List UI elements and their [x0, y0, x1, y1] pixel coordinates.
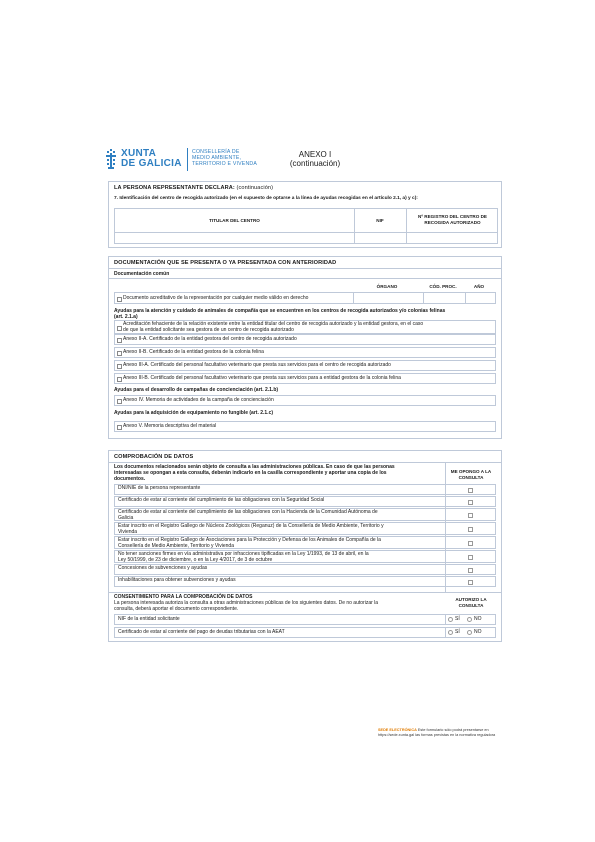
item-7-text: 7. Identificación del centro de recogida autorizado (en el supuesto de optarse a la línea de ayudas recogidas en el artículo 2.1, a) y c): [114, 196, 418, 201]
doc-row-acreditacion[interactable]: Acreditación fehaciente de la relación existente entre la entidad titular del centro de recogida autorizado y la entidad gestora, en el caso de que la entidad solicitante sea gestora de un centro de recogida autorizado [114, 320, 496, 334]
nif-si-radio[interactable] [448, 617, 453, 622]
galicia-emblem-icon [104, 148, 118, 170]
oppose-checkbox[interactable] [468, 513, 473, 518]
oppose-checkbox[interactable] [468, 488, 473, 493]
annex-subtitle: (continuación) [289, 159, 341, 168]
col-titular: TITULAR DEL CENTRO [209, 218, 260, 223]
oppose-row: Inhabilitaciones para obtener subvenciones y ayudas [114, 576, 496, 587]
logo-consellaria-text: CONSELLERÍA DE MEDIO AMBIENTE, TERRITORIO E VIVENDA [192, 149, 258, 167]
oppose-checkbox[interactable] [468, 568, 473, 573]
ayudas-a-label: Ayudas para la atención y cuidado de animales de compañía que se encuentren en los centros de recogida autorizados y/o colonias felinas (art. 2.1.a) [114, 308, 446, 320]
col-me-opongo: ME OPONGO A LA CONSULTA [450, 469, 492, 480]
doc-comun-label: Documentación común [114, 271, 170, 277]
oppose-row: Estar inscrito en el Registro Gallego de Asociaciones para la Protección y Defensa de los Animales de Compañía de la Consellería de Medio Ambiente, Territorio y Vivienda [114, 536, 496, 549]
oppose-checkbox[interactable] [468, 541, 473, 546]
oppose-row: Certificado de estar al corriente del cumplimiento de las obligaciones con la Hacienda de la Comunidad Autónoma de Galicia [114, 508, 496, 521]
oppose-row: No tener sanciones firmes en vía administrativa por infracciones tipificadas en la Ley 1/1993, de 13 de abril, en la Ley 50/1999, de 23 de diciembre, o en la Ley 4/2017, de 3 de octubre [114, 550, 496, 563]
consent-row-aeat: Certificado de estar al corriente del pago de deudas tributarias con la AEAT SÍ NO [114, 627, 496, 638]
oppose-row: Certificado de estar al corriente del cumplimiento de las obligaciones con la Seguridad Social [114, 496, 496, 507]
col-cod-proc: CÓD. PROC. [429, 284, 457, 289]
centre-table [114, 208, 498, 244]
xunta-logo [104, 148, 274, 172]
doc-row-anexo-2a[interactable]: Anexo II-A. Certificado de la entidad gestora del centro de recogida autorizado [114, 334, 496, 345]
oppose-checkbox[interactable] [468, 555, 473, 560]
section-comprobacion [108, 450, 502, 642]
col-registro: Nº REGISTRO DEL CENTRO DE RECOGIDA AUTORIZADO [418, 214, 487, 225]
section-declaration [108, 181, 502, 248]
annex-title: ANEXO I [298, 150, 332, 159]
section-title: DOCUMENTACIÓN QUE SE PRESENTA O YA PRESENTADA CON ANTERIORIDAD [114, 260, 337, 266]
input-nif[interactable] [355, 233, 405, 243]
annex-heading [280, 150, 350, 168]
sede-logo: SEDE ELECTRÓNICA [378, 728, 417, 732]
consent-text: CONSENTIMIENTO PARA LA COMPROBACIÓN DE DATOS La persona interesada autoriza la consulta a otras administraciones públicas de los siguientes datos. De no autorizar la consulta, deberá aportar el documento correspondiente. [114, 594, 379, 612]
doc-row-anexo-3a[interactable]: Anexo III-A. Certificado del personal facultativo veterinario que presta sus servicios para el centro de recogida autorizado [114, 360, 496, 371]
logo-xunta-text: XUNTA DE GALICIA [121, 148, 182, 169]
doc-row-anexo-2b[interactable]: Anexo II-B. Certificado de la entidad gestora de la colonia felina [114, 347, 496, 358]
oppose-checkbox[interactable] [468, 580, 473, 585]
section-title: COMPROBACIÓN DE DATOS [114, 454, 194, 460]
section-title: LA PERSONA REPRESENTANTE DECLARA: (continuación) [114, 185, 274, 191]
oppose-row: Estar inscrito en el Registro Gallego de Núcleos Zoológicos (Reganuz) de la Consellería de Medio Ambiente, Territorio y Vivienda [114, 522, 496, 535]
col-autorizo: AUTORIZO LA CONSULTA [455, 597, 487, 608]
ayudas-c-label: Ayudas para la adquisición de equipamiento no fungible (art. 2.1.c) [114, 410, 274, 416]
aeat-no-radio[interactable] [467, 630, 472, 635]
col-ano: AÑO [473, 284, 485, 289]
nif-no-radio[interactable] [467, 617, 472, 622]
input-titular[interactable] [116, 233, 353, 243]
input-registro[interactable] [407, 233, 497, 243]
section-documentation [108, 256, 502, 439]
oppose-row: DNI/NIE de la persona representante [114, 484, 496, 495]
doc-row-anexo-4[interactable]: Anexo IV. Memoria de actividades de la campaña de concienciación [114, 395, 496, 406]
doc-row-anexo-5[interactable]: Anexo V. Memoria descriptiva del material [114, 421, 496, 432]
oppose-row: Concesiones de subvenciones y ayudas [114, 564, 496, 575]
aeat-si-radio[interactable] [448, 630, 453, 635]
doc-row-anexo-3b[interactable]: Anexo III-B. Certificado del personal facultativo veterinario que presta sus servicios para a entidad gestora de la colonia felina [114, 373, 496, 384]
footer-note: SEDE ELECTRÓNICA Este formulario sólo podrá presentarse en https://sede.xunta.gal las formas previstas en la normativa reguladora [378, 728, 496, 737]
col-nif: NIF [376, 218, 384, 223]
oppose-checkbox[interactable] [468, 527, 473, 532]
doc-row-representacion[interactable]: Documento acreditativo de la representación por cualquier medio válido en derecho [114, 292, 496, 304]
consent-row-nif: NIF de la entidad solicitante SÍ NO [114, 614, 496, 625]
col-organo: ÓRGANO [376, 284, 398, 289]
comprobacion-intro: Los documentos relacionados serán objeto de consulta a las administraciones públicas. En caso de que las personas interesadas se opongan a esta consulta, deberán indicarlo en la casilla correspondiente y aportar una copia de los documentos. [114, 464, 395, 482]
ayudas-b-label: Ayudas para el desarrollo de campañas de concienciación (art. 2.1.b) [114, 387, 279, 393]
oppose-checkbox[interactable] [468, 500, 473, 505]
